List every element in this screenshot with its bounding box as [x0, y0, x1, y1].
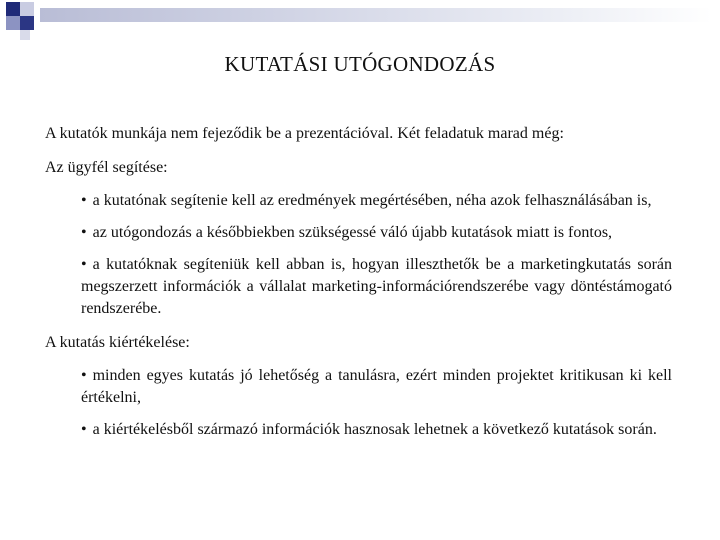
bullet-icon: • — [81, 367, 87, 384]
header-gradient-band — [40, 8, 712, 22]
list-item — [81, 254, 672, 320]
bullet-text: a kutatónak segítenie kell az eredmények megértésében, néha azok felhasználásában is, — [92, 192, 652, 209]
intro-text: A kutatók munkája nem fejeződik be a prezentációval. Két feladatuk marad még: — [45, 125, 564, 142]
bullet-icon: • — [81, 421, 87, 438]
list-item — [81, 190, 672, 212]
decor-square-dark-2 — [20, 16, 34, 30]
bullet-icon: • — [81, 192, 87, 209]
bullet-text: a kutatóknak segíteniük kell abban is, hogyan illeszthetők be a marketingkutatás során megszerzett információk a vállalat marketing-információrendszerébe vagy döntéstámogató rendszerébe. — [81, 256, 672, 317]
section-heading-client: Az ügyfél segítése: — [45, 159, 168, 176]
list-item — [81, 222, 672, 244]
decor-square-dark — [6, 2, 20, 16]
slide-title: KUTATÁSI UTÓGONDOZÁS — [224, 52, 496, 76]
bullet-text: az utógondozás a későbbiekben szükségessé váló újabb kutatások miatt is fontos, — [92, 224, 613, 241]
bullet-text: minden egyes kutatás jó lehetőség a tanulásra, ezért minden projektet kritikusan ki kell értékelni, — [81, 367, 672, 406]
decor-square-mid — [6, 16, 20, 30]
decor-square-light-2 — [20, 30, 30, 40]
bullet-icon: • — [81, 256, 87, 273]
bullet-icon: • — [81, 224, 87, 241]
header-decoration — [0, 0, 720, 40]
bullet-text: a kiértékelésből származó információk hasznosak lehetnek a következő kutatások során. — [92, 421, 657, 438]
section-heading-evaluation: A kutatás kiértékelése: — [45, 334, 190, 351]
list-item — [81, 419, 672, 441]
list-item — [81, 365, 672, 409]
decor-square-light — [20, 2, 34, 16]
slide-content — [45, 123, 672, 451]
